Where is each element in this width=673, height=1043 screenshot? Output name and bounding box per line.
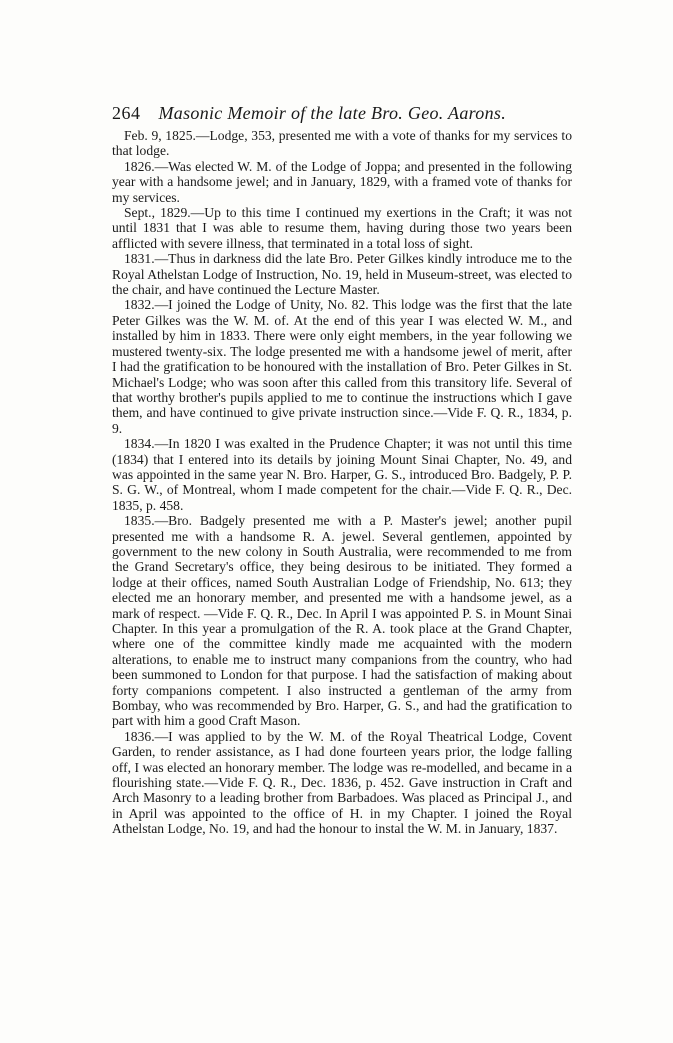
paragraph-1825: Feb. 9, 1825.—Lodge, 353, presented me with a vote of thanks for my services to that lodge. xyxy=(112,128,572,159)
paragraph-1831: 1831.—Thus in darkness did the late Bro. Peter Gilkes kindly introduce me to the Royal Athelstan Lodge of Instruction, No. 19, held in Museum-street, was elected to the chair, and have continued the Lecture Master. xyxy=(112,251,572,298)
paragraph-1835: 1835.—Bro. Badgely presented me with a P. Master's jewel; another pupil presented me with a handsome R. A. jewel. Several gentlemen, appointed by government to the new colony in South Australia, were recommended to me from the Grand Secretary's office, they being desirous to be initiated. They formed a lodge at their offices, named South Australian Lodge of Friendship, No. 613; they elected me an honorary member, and presented me with a handsome jewel, as a mark of respect. —Vide F. Q. R., Dec. In April I was appointed P. S. in Mount Sinai Chapter. In this year a promulgation of the R. A. took place at the Grand Chapter, where one of the committee kindly made me acquainted with the modern alterations, to enable me to instruct many companions from the country, who had been summoned to London for that purpose. I had the satisfaction of making about forty companions competent. I also instructed a gentleman of the army from Bombay, who was recommended by Bro. Harper, G. S., and had the gratification to part with him a good Craft Mason. xyxy=(112,513,572,729)
running-header xyxy=(112,103,562,124)
page-number: 264 xyxy=(112,103,141,123)
body-text xyxy=(112,128,572,837)
paragraph-1834: 1834.—In 1820 I was exalted in the Prudence Chapter; it was not until this time (1834) that I entered into its details by joining Mount Sinai Chapter, No. 49, and was appointed in the same year N. Bro. Harper, G. S., introduced Bro. Badgely, P. P. S. G. W., of Montreal, whom I made competent for the chair.—Vide F. Q. R., Dec. 1835, p. 458. xyxy=(112,436,572,513)
paragraph-1829: Sept., 1829.—Up to this time I continued my exertions in the Craft; it was not until 1831 that I was able to resume them, having during those two years been afflicted with severe illness, that terminated in a total loss of sight. xyxy=(112,205,572,251)
paragraph-1832: 1832.—I joined the Lodge of Unity, No. 82. This lodge was the first that the late Peter Gilkes was the W. M. of. At the end of this year I was elected W. M., and installed by him in 1833. There were only eight members, in the year following we mustered twenty-six. The lodge presented me with a handsome jewel of merit, after I had the gratification to be honoured with the installation of Bro. Peter Gilkes in St. Michael's Lodge; who was soon after this called from this transitory life. Several of that worthy brother's pupils applied to me to continue the instructions which I gave them, and have continued to give private instruction since.—Vide F. Q. R., 1834, p. 9. xyxy=(112,297,572,436)
running-title: Masonic Memoir of the late Bro. Geo. Aarons. xyxy=(158,103,506,123)
paragraph-1826: 1826.—Was elected W. M. of the Lodge of Joppa; and presented in the following year with a handsome jewel; and in January, 1829, with a framed vote of thanks for my services. xyxy=(112,158,572,205)
paragraph-1836: 1836.—I was applied to by the W. M. of the Royal Theatrical Lodge, Covent Garden, to render assistance, as I had done fourteen years prior, the lodge falling off, I was elected an honorary member. The lodge was re-modelled, and became in a flourishing state.—Vide F. Q. R., Dec. 1836, p. 452. Gave instruction in Craft and Arch Masonry to a leading brother from Barbadoes. Was placed as Principal J., and in April was appointed to the office of H. in my Chapter. I joined the Royal Athelstan Lodge, No. 19, and had the honour to instal the W. M. in January, 1837. xyxy=(112,728,572,837)
